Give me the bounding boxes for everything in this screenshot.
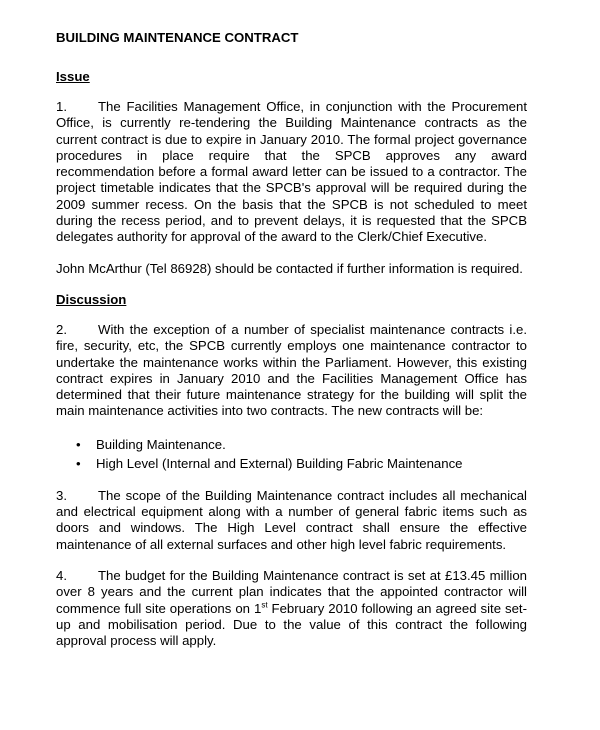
paragraph-3 [56,488,527,553]
contact-paragraph: John McArthur (Tel 86928) should be contacted if further information is required. [56,260,523,276]
paragraph-3-number: 3. [56,487,67,503]
list-item-text: High Level (Internal and External) Building Fabric Maintenance [96,455,463,471]
list-item [56,435,527,454]
paragraph-2-text: With the exception of a number of specialist maintenance contracts i.e. fire, security, etc, the SPCB currently employs one maintenance contractor to undertake the maintenance works within the Parliament. However, this existing contract expires in January 2010 and the Facilities Management Office has determined that their future maintenance strategy for the building will split the main maintenance activities into two contracts. The new contracts will be: [56,321,527,419]
bullet-icon: • [76,436,81,452]
paragraph-3-text: The scope of the Building Maintenance contract includes all mechanical and electrical equipment along with a number of general fabric items such as doors and windows. The High Level contract shall ensure the effective maintenance of all external surfaces and other high level fabric requirements. [56,487,527,552]
paragraph-4 [56,568,527,649]
paragraph-4-text-b: February 2010 following an agreed site set-up and mobilisation period. Due to the value of this contract the following approval process will apply. [56,600,527,649]
paragraph-1 [56,99,527,246]
contracts-list [56,435,527,473]
document-title: BUILDING MAINTENANCE CONTRACT [56,30,299,45]
document-page [56,30,527,664]
discussion-heading: Discussion [56,291,127,307]
list-item-text: Building Maintenance. [96,436,226,452]
bullet-icon: • [76,455,81,471]
paragraph-1-text: The Facilities Management Office, in conjunction with the Procurement Office, is currently re-tendering the Building Maintenance contracts as the current contract is due to expire in January 2010. The formal project governance procedures in place require that the SPCB approves any award recommendation before a formal award letter can be issued to a contractor. The project timetable indicates that the SPCB's approval will be required during the 2009 summer recess. On the basis that the SPCB is not scheduled to meet during the recess period, and to prevent delays, it is requested that the SPCB delegates authority for approval of the award to the Clerk/Chief Executive. [56,99,527,245]
issue-heading: Issue [56,69,90,84]
paragraph-4-number: 4. [56,567,67,583]
ordinal-suffix: st [261,600,268,610]
list-item [56,454,527,473]
paragraph-2-number: 2. [56,321,67,337]
paragraph-4-text-a: The budget for the Building Maintenance contract is set at £13.45 million over 8 years and the current plan indicates that the appointed contractor will commence full site operations on 1 [56,567,527,616]
paragraph-1-number: 1. [56,99,67,114]
paragraph-2 [56,322,527,420]
